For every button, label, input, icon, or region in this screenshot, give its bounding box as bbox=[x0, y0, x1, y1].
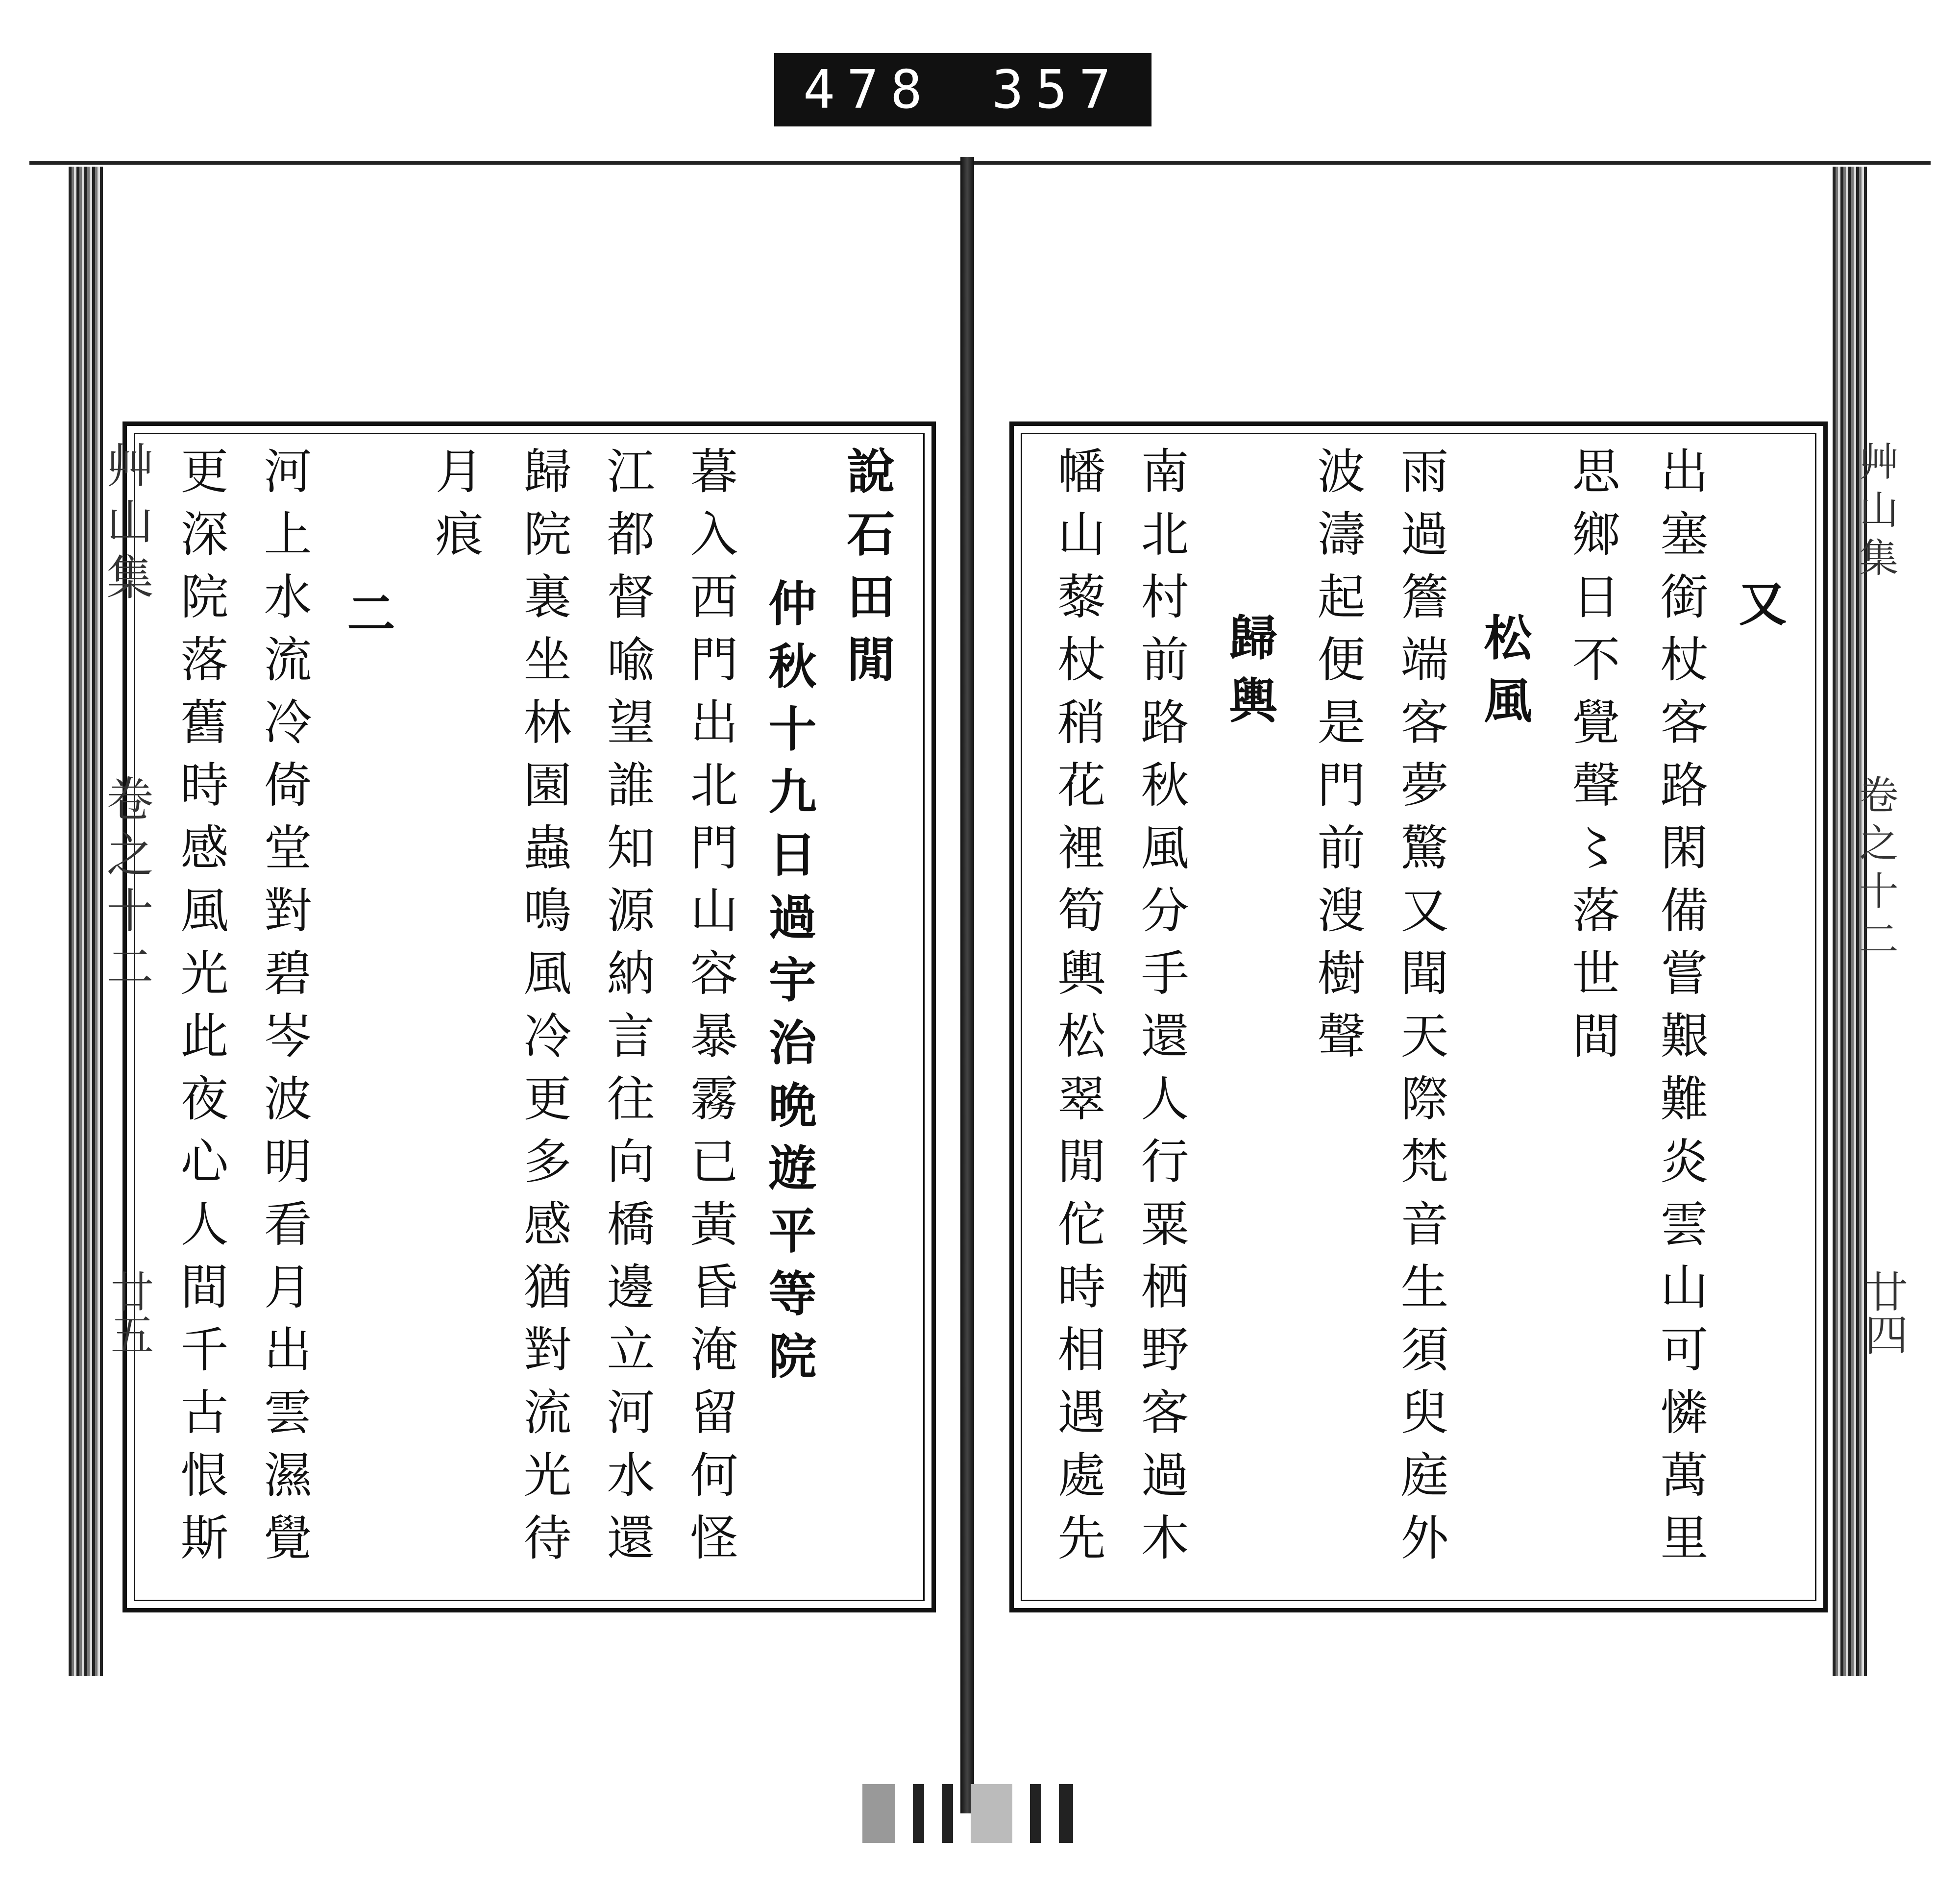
left-col-2: 仲秋十九日過宇治晩遊平等院 bbox=[760, 578, 817, 1394]
right-col-9: 幡山藜杖稍花裡筍輿松翠閒佗時相遇處先 bbox=[1050, 446, 1105, 1575]
left-margin-folio: 廿五 bbox=[104, 1269, 154, 1356]
right-col-2: 出塞銜杖客路閑備嘗艱難炎雲山可憐萬里 bbox=[1652, 446, 1708, 1575]
right-col-8: 南北村前路秋風分手還人行粟栖野客過木 bbox=[1133, 446, 1189, 1575]
right-col-1: 又 bbox=[1731, 578, 1787, 641]
right-col-3: 思鄉日不覺聲〻落世間 bbox=[1564, 446, 1620, 1073]
catalog-number-b: 357 bbox=[991, 59, 1123, 121]
right-col-7: 歸輿 bbox=[1221, 613, 1277, 738]
right-margin-volume: 卷之十二 bbox=[1853, 774, 1898, 966]
right-margin-folio: 廿四 bbox=[1858, 1269, 1909, 1356]
right-col-4: 松風 bbox=[1476, 613, 1532, 738]
left-col-4: 江都督喩望誰知源納言往向橋邊立河水還 bbox=[599, 446, 655, 1575]
left-col-9: 更深院落舊時感風光此夜心人間千古恨斯 bbox=[172, 446, 228, 1575]
left-col-1: 說石田閒 bbox=[839, 446, 895, 697]
right-col-6: 波濤起便是門前溲樹聲 bbox=[1309, 446, 1365, 1073]
left-col-3: 暮入西門出北門山容暴霧已黃昏淹留何怪 bbox=[682, 446, 738, 1575]
catalog-number-a: 478 bbox=[803, 59, 934, 121]
catalog-label bbox=[774, 53, 1152, 126]
left-col-6: 月痕 bbox=[427, 446, 483, 571]
left-col-8: 河上水流冷倚堂對碧岑波明看月出雲濕覺 bbox=[256, 446, 312, 1575]
right-col-5: 雨過簷端客夢驚又聞天際梵音生須臾庭外 bbox=[1393, 446, 1448, 1575]
right-margin-title: 艸山集 bbox=[1853, 441, 1898, 585]
left-margin-volume: 卷之十二 bbox=[99, 774, 154, 998]
left-col-5: 歸院裏坐林園蟲鳴風冷更多感猶對流光待 bbox=[515, 446, 571, 1575]
left-margin-title: 艸山集 bbox=[99, 441, 154, 609]
book-top-edge bbox=[29, 161, 1931, 165]
book-spine bbox=[960, 157, 974, 1813]
left-col-7: 二 bbox=[339, 588, 395, 651]
bottom-registration-marks bbox=[862, 1784, 1073, 1843]
